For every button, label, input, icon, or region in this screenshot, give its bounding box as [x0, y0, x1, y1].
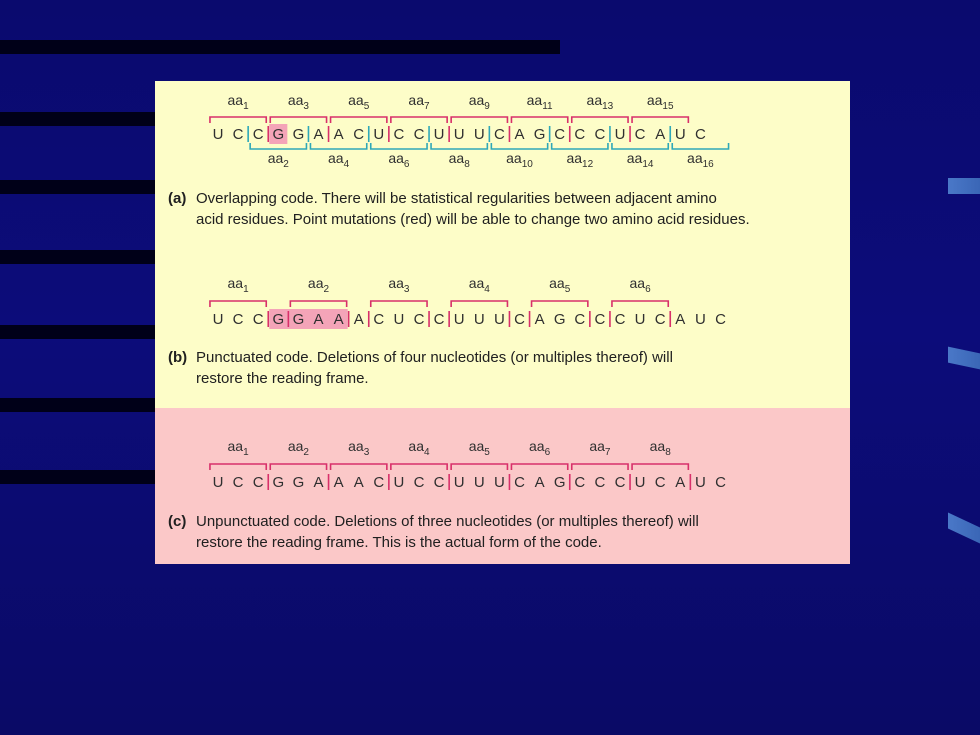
panel-c-bracket-line [511, 464, 567, 470]
panel-b-bracket [210, 301, 266, 307]
panel-c-bracket [632, 464, 688, 470]
panel-b-base: U [473, 311, 485, 328]
panel-c-base: A [353, 474, 364, 491]
panel-a-top-label: $aa_{15}$ [646, 92, 674, 112]
panel-a-top-bracket [451, 117, 507, 123]
panel-a-base: C [554, 126, 566, 143]
panel-b-bracket [451, 301, 507, 307]
panel-a-bottom-bracket-line [310, 143, 366, 149]
panel-a-bottom-bracket-line [371, 143, 427, 149]
panel-a-top-bracket [632, 117, 688, 123]
panel-a-bottom-label: $aa_{10}$ [506, 150, 533, 170]
panel-a-base: U [433, 126, 445, 143]
panel-a-base: C [594, 126, 606, 143]
background-stripe [0, 40, 560, 54]
panel-c-base: C [373, 474, 385, 491]
panel-a-top-bracket-line [572, 117, 628, 123]
panel-c-base: U [694, 474, 706, 491]
panel-a-top-label: $aa_7$ [408, 92, 430, 112]
panel-a-bottom-label: $aa_2$ [267, 150, 289, 170]
caption-a-line2: acid residues. Point mutations (red) will be able to change two amino acid residues. [196, 211, 750, 228]
panel-b-base: G [292, 311, 305, 328]
panel-b-base: C [232, 311, 244, 328]
panel-a-base: A [333, 126, 344, 143]
panel-c-base: C [594, 474, 606, 491]
panel-b-base: C [614, 311, 626, 328]
panel-b-base: A [353, 311, 364, 328]
panel-c-base: G [553, 474, 566, 491]
background-accent [948, 513, 980, 544]
caption-b [168, 347, 838, 389]
panel-a-top-label: $aa_1$ [227, 92, 249, 112]
panel-b-base: U [634, 311, 646, 328]
caption-c-line1: Unpunctuated code. Deletions of three nucleotides (or multiples thereof) will [196, 513, 699, 530]
panel-c-bracket-line [572, 464, 628, 470]
panel-c-base: U [473, 474, 485, 491]
panel-c-label: $aa_3$ [348, 438, 370, 458]
panel-b-label: $aa_5$ [549, 275, 571, 295]
panel-c-label: $aa_2$ [287, 438, 309, 458]
panel-b-base: G [272, 311, 285, 328]
panel-c-base: C [514, 474, 525, 491]
panel-a-base: C [232, 126, 244, 143]
panel-b-base: C [594, 311, 606, 328]
panel-b-base: A [675, 311, 686, 328]
panel-a-base: C [413, 126, 425, 143]
panel-b-label: $aa_2$ [307, 275, 330, 295]
panel-c-base: G [292, 474, 305, 491]
panel-b-base: C [433, 311, 445, 328]
panel-c-base: U [493, 474, 505, 491]
panel-a-bottom-bracket [491, 143, 547, 149]
panel-c-bracket-line [451, 464, 507, 470]
panel-c-label: $aa_5$ [468, 438, 490, 458]
panel-a-base: A [655, 126, 666, 143]
panel-a-base: U [674, 126, 686, 143]
caption-a-line1: Overlapping code. There will be statistical regularities between adjacent amino [196, 190, 717, 207]
panel-c-base: A [675, 474, 686, 491]
panel-b-bracket [290, 301, 346, 307]
panel-a-top-bracket-line [391, 117, 447, 123]
panel-b-bracket-line [290, 301, 346, 307]
panel-a-top-bracket [210, 117, 266, 123]
panel-a-base: C [252, 126, 264, 143]
panel-a-base: C [634, 126, 646, 143]
panel-c-base: C [654, 474, 666, 491]
panel-a-top-bracket [391, 117, 447, 123]
panel-a-top-label: $aa_5$ [348, 92, 370, 112]
panel-c-base: U [453, 474, 465, 491]
genetic-code-figure [155, 81, 850, 564]
panel-c-label: $aa_6$ [529, 438, 551, 458]
panel-b-base: U [393, 311, 405, 328]
panel-a-bottom-bracket-line [672, 143, 728, 149]
panel-a-bottom-bracket-line [612, 143, 668, 149]
panel-a-top-bracket [270, 117, 326, 123]
panel-c-base: C [232, 474, 244, 491]
panel-a-bottom-label: $aa_{14}$ [626, 150, 654, 170]
panel-b-base: C [514, 311, 525, 328]
panel-c-bracket [511, 464, 567, 470]
caption-c-label: (c) [168, 513, 187, 530]
panel-c-bracket [270, 464, 326, 470]
panel-a-base: C [393, 126, 405, 143]
panel-a-bottom-label: $aa_4$ [328, 150, 350, 170]
panel-a-base: C [353, 126, 365, 143]
panel-b-base: C [654, 311, 666, 328]
panel-c-bracket-line [210, 464, 266, 470]
panel-c-bracket [331, 464, 387, 470]
panel-a-base: U [473, 126, 485, 143]
panel-a-top-bracket [572, 117, 628, 123]
panel-c-bracket [210, 464, 266, 470]
panel-a-base: U [614, 126, 626, 143]
panel-a-top-label: $aa_9$ [468, 92, 490, 112]
panel-c-base: U [634, 474, 646, 491]
panel-c-base: U [393, 474, 405, 491]
panel-b-base: U [212, 311, 224, 328]
panel-b-base: G [553, 311, 566, 328]
panel-a-base: G [292, 126, 305, 143]
caption-c-line2: restore the reading frame. This is the actual form of the code. [196, 534, 602, 551]
panel-c-base: U [212, 474, 224, 491]
panel-a-bottom-bracket [552, 143, 608, 149]
panel-a-top-label: $aa_3$ [287, 92, 309, 112]
panel-c-base: G [272, 474, 285, 491]
sequence-diagram [155, 81, 850, 564]
panel-c-base: C [413, 474, 425, 491]
panel-a-top-bracket-line [270, 117, 326, 123]
panel-a-bottom-bracket-line [552, 143, 608, 149]
panel-a-base: C [694, 126, 706, 143]
panel-b-bracket [612, 301, 668, 307]
panel-c-base: A [313, 474, 324, 491]
panel-a-bottom-bracket [431, 143, 487, 149]
background-stripe [0, 250, 155, 264]
panel-a-base: A [313, 126, 324, 143]
panel-b-base: C [373, 311, 385, 328]
caption-b-line2: restore the reading frame. [196, 370, 369, 387]
caption-a [168, 188, 838, 230]
panel-c-base: C [433, 474, 445, 491]
panel-c-bracket-line [270, 464, 326, 470]
panel-a-base: U [373, 126, 385, 143]
panel-c-bracket-line [391, 464, 447, 470]
background-stripe [0, 325, 155, 339]
background-accent [948, 347, 980, 370]
panel-c-label: $aa_8$ [649, 438, 671, 458]
panel-a-base: G [272, 126, 285, 143]
panel-b-bracket [532, 301, 588, 307]
panel-a-top-bracket [331, 117, 387, 123]
background-accent [948, 178, 980, 194]
panel-c-bracket [572, 464, 628, 470]
panel-c-base: C [614, 474, 626, 491]
panel-b-label: $aa_6$ [629, 275, 651, 295]
panel-c-bracket [451, 464, 507, 470]
panel-b-base: A [313, 311, 324, 328]
panel-b-base: U [694, 311, 706, 328]
panel-a-bottom-label: $aa_8$ [448, 150, 470, 170]
panel-a-bottom-bracket-line [491, 143, 547, 149]
panel-a-base: U [212, 126, 224, 143]
panel-a-bottom-bracket [371, 143, 427, 149]
panel-c-base: A [333, 474, 344, 491]
panel-c-bracket-line [632, 464, 688, 470]
panel-b-bracket [371, 301, 427, 307]
panel-a-bottom-bracket [672, 143, 728, 149]
panel-a-base: C [493, 126, 505, 143]
panel-b-base: C [413, 311, 425, 328]
panel-c-bracket-line [331, 464, 387, 470]
panel-a-top-bracket-line [511, 117, 567, 123]
background-stripe [0, 112, 155, 126]
panel-a-bottom-label: $aa_6$ [388, 150, 410, 170]
panel-b-base: C [574, 311, 586, 328]
panel-c-label: $aa_4$ [408, 438, 430, 458]
caption-b-label: (b) [168, 349, 188, 366]
panel-c-base: A [534, 474, 545, 491]
panel-a-top-bracket-line [210, 117, 266, 123]
panel-a-bottom-label: $aa_{16}$ [687, 150, 714, 170]
panel-a-bottom-label: $aa_{12}$ [566, 150, 594, 170]
panel-c-base: C [574, 474, 586, 491]
panel-b-base: A [333, 311, 344, 328]
panel-a-base: U [453, 126, 465, 143]
panel-b-label: $aa_3$ [388, 275, 410, 295]
panel-b-base: C [252, 311, 264, 328]
caption-a-label: (a) [168, 190, 187, 207]
panel-a-base: A [514, 126, 525, 143]
caption-b-line1: Punctuated code. Deletions of four nucleotides (or multiples thereof) will [196, 349, 673, 366]
panel-b-base: U [493, 311, 505, 328]
panel-a-top-bracket-line [451, 117, 507, 123]
panel-b-base: A [534, 311, 545, 328]
panel-b-label: $aa_4$ [468, 275, 490, 295]
panel-b-base: C [715, 311, 726, 328]
panel-c-label: $aa_1$ [227, 438, 249, 458]
panel-b-label: $aa_1$ [227, 275, 249, 295]
panel-a-top-label: $aa_{13}$ [586, 92, 614, 112]
background-stripe [0, 180, 155, 194]
panel-a-base: G [533, 126, 546, 143]
panel-b-bracket-line [210, 301, 266, 307]
background-stripe [0, 398, 155, 412]
panel-a-top-bracket-line [632, 117, 688, 123]
panel-a-top-bracket-line [331, 117, 387, 123]
caption-c [168, 511, 838, 553]
panel-b-base: U [453, 311, 465, 328]
panel-b-bracket-line [371, 301, 427, 307]
panel-a-base: C [574, 126, 586, 143]
panel-c-base: C [252, 474, 264, 491]
panel-b-bracket-line [451, 301, 507, 307]
panel-a-bottom-bracket [310, 143, 366, 149]
panel-a-bottom-bracket-line [431, 143, 487, 149]
panel-c-base: C [715, 474, 726, 491]
panel-a-top-label: $aa_{11}$ [526, 92, 553, 112]
panel-c-bracket [391, 464, 447, 470]
panel-a-bottom-bracket [612, 143, 668, 149]
background-stripe [0, 470, 155, 484]
panel-b-bracket-line [612, 301, 668, 307]
panel-a-top-bracket [511, 117, 567, 123]
panel-b-bracket-line [532, 301, 588, 307]
panel-c-label: $aa_7$ [589, 438, 611, 458]
